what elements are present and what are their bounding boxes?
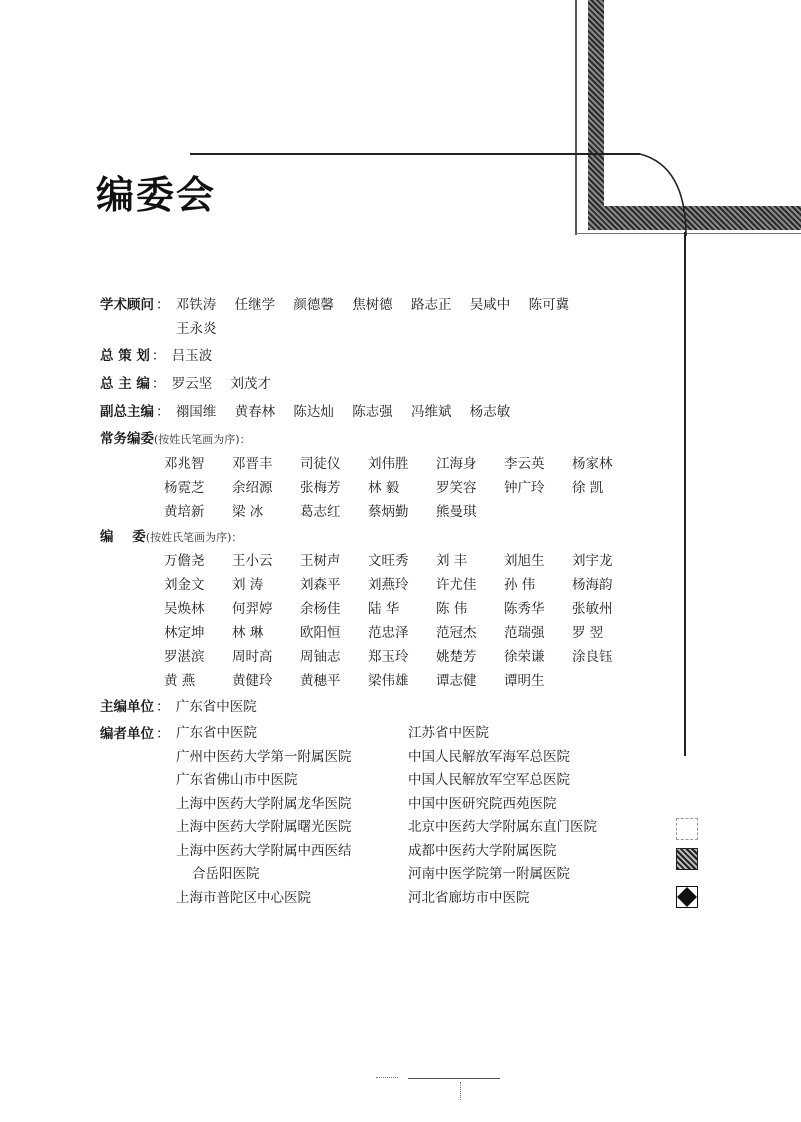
page-title: 编委会 <box>96 173 217 217</box>
committee-member-name: 杨海韵 <box>572 577 613 593</box>
committee-member-name: 许尤佳 <box>436 577 477 593</box>
committee-member-name: 刘金文 <box>164 577 205 593</box>
committee-member-name: 谭志健 <box>436 673 477 689</box>
unit-item: 广东省中医院 <box>176 725 257 741</box>
committee-member-name: 范瑞强 <box>504 625 545 641</box>
committee-member-name: 梁伟雄 <box>368 673 409 689</box>
standing-member-name: 罗笑容 <box>436 480 477 496</box>
chief-editor-name: 罗云坚 <box>171 376 213 392</box>
standing-member-name: 林 毅 <box>368 480 400 496</box>
title-rule <box>190 153 640 155</box>
deputy-chief-editor-row: 副总主编 ： 禤国维 黄春林 陈达灿 陈志强 冯维斌 杨志敏 <box>100 401 524 423</box>
unit-item: 上海市普陀区中心医院 <box>176 889 311 906</box>
standing-member-name: 司徒仪 <box>300 456 341 472</box>
committee-member-name: 刘燕玲 <box>368 577 409 593</box>
frame-hatched-vertical-bar <box>588 0 604 230</box>
committee-names <box>164 550 642 692</box>
standing-member-name: 葛志红 <box>300 504 341 520</box>
right-vertical-rule <box>684 232 686 756</box>
committee-member-name: 刘 丰 <box>436 553 468 569</box>
committee-member-name: 林 琳 <box>232 625 264 641</box>
committee-member-name: 何羿婷 <box>232 601 273 617</box>
advisors-label: 学术顾问 <box>100 297 154 313</box>
chief-editor-row: 总 主 编 ： 罗云坚 刘茂才 <box>100 373 285 395</box>
compiling-units-label: 编者单位 <box>100 726 154 742</box>
advisor-name: 颜德馨 <box>293 297 334 313</box>
standing-member-name: 邓兆智 <box>164 456 205 472</box>
committee-member-name: 徐荣谦 <box>504 649 545 665</box>
committee-member-name: 罗 翌 <box>572 625 604 641</box>
unit-item: 江苏省中医院 <box>408 725 489 741</box>
patterned-square-icon <box>676 848 698 870</box>
standing-committee-header <box>100 428 251 451</box>
unit-item: 河南中医学院第一附属医院 <box>408 866 570 882</box>
deputy-editor-name: 陈志强 <box>352 404 393 420</box>
unit-item: 成都中医药大学附属医院 <box>408 842 557 859</box>
host-unit-row: 主编单位 ： 广东省中医院 <box>100 699 257 715</box>
committee-member-name: 范冠杰 <box>436 625 477 641</box>
frame-thin-vertical-line <box>575 0 577 235</box>
unit-item: 中国人民解放军空军总医院 <box>408 772 570 788</box>
deputy-editor-name: 冯维斌 <box>410 404 452 420</box>
committee-member-name: 吴焕林 <box>164 601 205 617</box>
committee-member-name: 余杨佳 <box>300 601 341 617</box>
compiling-units-right-column <box>408 722 597 910</box>
standing-member-name: 杨家林 <box>572 456 613 472</box>
host-unit-value: 广东省中医院 <box>175 699 257 715</box>
unit-item: 上海中医药大学附属曙光医院 <box>176 819 352 835</box>
committee-member-name: 文旺秀 <box>368 553 409 569</box>
standing-member-name: 杨霓芝 <box>164 480 205 496</box>
standing-member-name: 蔡炳勤 <box>368 504 409 520</box>
committee-note: (按姓氏笔画为序)： <box>145 531 243 544</box>
deputy-editor-name: 黄春林 <box>234 404 276 420</box>
host-unit-label: 主编单位 <box>100 699 154 715</box>
empty-square-icon <box>676 818 698 840</box>
footer-tick <box>460 1082 462 1100</box>
committee-member-name: 刘森平 <box>300 577 341 593</box>
unit-item: 上海中医药大学附属中西医结 <box>176 842 352 859</box>
planner-name: 吕玉波 <box>171 348 213 364</box>
standing-member-name: 熊曼琪 <box>436 504 477 520</box>
committee-member-name: 罗湛滨 <box>164 649 205 665</box>
unit-item: 中国人民解放军海军总医院 <box>408 748 570 765</box>
unit-item: 河北省廊坊市中医院 <box>408 889 530 906</box>
committee-label: 编 委 <box>100 529 146 545</box>
standing-member-name: 黄培新 <box>164 504 205 520</box>
committee-member-name: 陆 华 <box>368 601 400 617</box>
advisors-row-2 <box>176 318 231 340</box>
unit-item: 合岳阳医院 <box>192 866 260 882</box>
committee-member-name: 周铀志 <box>300 649 341 665</box>
advisor-name: 邓铁涛 <box>175 297 217 313</box>
advisor-name: 吴咸中 <box>469 297 511 313</box>
committee-member-name: 王树声 <box>300 553 341 569</box>
standing-member-name: 张梅芳 <box>300 480 341 496</box>
advisor-name: 陈可冀 <box>528 297 570 313</box>
unit-item: 广州中医药大学第一附属医院 <box>176 748 352 765</box>
committee-member-name: 黄 燕 <box>164 673 196 689</box>
standing-member-name: 邓晋丰 <box>232 456 273 472</box>
standing-member-name: 李云英 <box>504 456 545 472</box>
committee-member-name: 周时高 <box>232 649 273 665</box>
standing-member-name: 江海身 <box>436 456 477 472</box>
frame-curve <box>630 150 710 240</box>
standing-committee-names <box>164 453 642 523</box>
planner-label: 总 策 划 <box>100 348 150 364</box>
committee-header <box>100 526 242 549</box>
unit-item: 中国中医研究院西苑医院 <box>408 795 557 812</box>
compiling-units-row: 编者单位 ： <box>100 726 170 742</box>
committee-member-name: 陈 伟 <box>436 601 468 617</box>
advisor-name: 王永炎 <box>176 321 217 337</box>
advisors-row: 学术顾问 ： 邓铁涛 任继学 颜德馨 焦树德 路志正 吴咸中 陈可冀 <box>100 294 583 316</box>
advisor-name: 路志正 <box>410 297 452 313</box>
unit-item: 上海中医药大学附属龙华医院 <box>176 795 352 812</box>
deputy-editor-name: 陈达灿 <box>293 404 334 420</box>
standing-member-name: 刘伟胜 <box>368 456 409 472</box>
committee-member-name: 黄穗平 <box>300 673 341 689</box>
standing-member-name: 余绍源 <box>232 480 273 496</box>
committee-member-name: 万儋尧 <box>164 553 205 569</box>
compiling-units-left-column <box>176 722 352 910</box>
committee-member-name: 欧阳恒 <box>300 625 341 641</box>
footer-rule <box>408 1078 500 1079</box>
standing-member-name: 钟广玲 <box>504 480 545 496</box>
chief-editor-name: 刘茂才 <box>230 376 271 392</box>
committee-member-name: 王小云 <box>232 553 273 569</box>
committee-member-name: 刘宇龙 <box>572 553 613 569</box>
planner-row: 总 策 划 ： 吕玉波 <box>100 345 226 367</box>
deputy-chief-editor-label: 副总主编 <box>100 404 154 420</box>
committee-member-name: 陈秀华 <box>504 601 545 617</box>
standing-member-name: 梁 冰 <box>232 504 264 520</box>
committee-member-name: 张敏州 <box>572 601 613 617</box>
committee-member-name: 谭明生 <box>504 673 545 689</box>
committee-member-name: 孙 伟 <box>504 577 536 593</box>
footer-dotted-line <box>376 1077 398 1079</box>
standing-committee-note: (按姓氏笔画为序)： <box>154 433 251 446</box>
unit-item: 广东省佛山市中医院 <box>176 772 298 788</box>
committee-member-name: 刘旭生 <box>504 553 545 569</box>
diamond-icon <box>676 886 698 908</box>
deputy-editor-name: 杨志敏 <box>469 404 511 420</box>
chief-editor-label: 总 主 编 <box>100 376 150 392</box>
committee-member-name: 范忠泽 <box>368 625 409 641</box>
advisor-name: 任继学 <box>234 297 276 313</box>
standing-committee-label: 常务编委 <box>100 431 154 447</box>
committee-member-name: 林定坤 <box>164 625 205 641</box>
deputy-editor-name: 禤国维 <box>175 404 217 420</box>
standing-member-name: 徐 凯 <box>572 480 604 496</box>
committee-member-name: 涂良钰 <box>572 649 613 665</box>
committee-member-name: 刘 涛 <box>232 577 264 593</box>
committee-member-name: 姚楚芳 <box>436 649 477 665</box>
advisor-name: 焦树德 <box>352 297 393 313</box>
committee-member-name: 郑玉玲 <box>368 649 409 665</box>
unit-item: 北京中医药大学附属东直门医院 <box>408 819 597 835</box>
committee-member-name: 黄健玲 <box>232 673 273 689</box>
